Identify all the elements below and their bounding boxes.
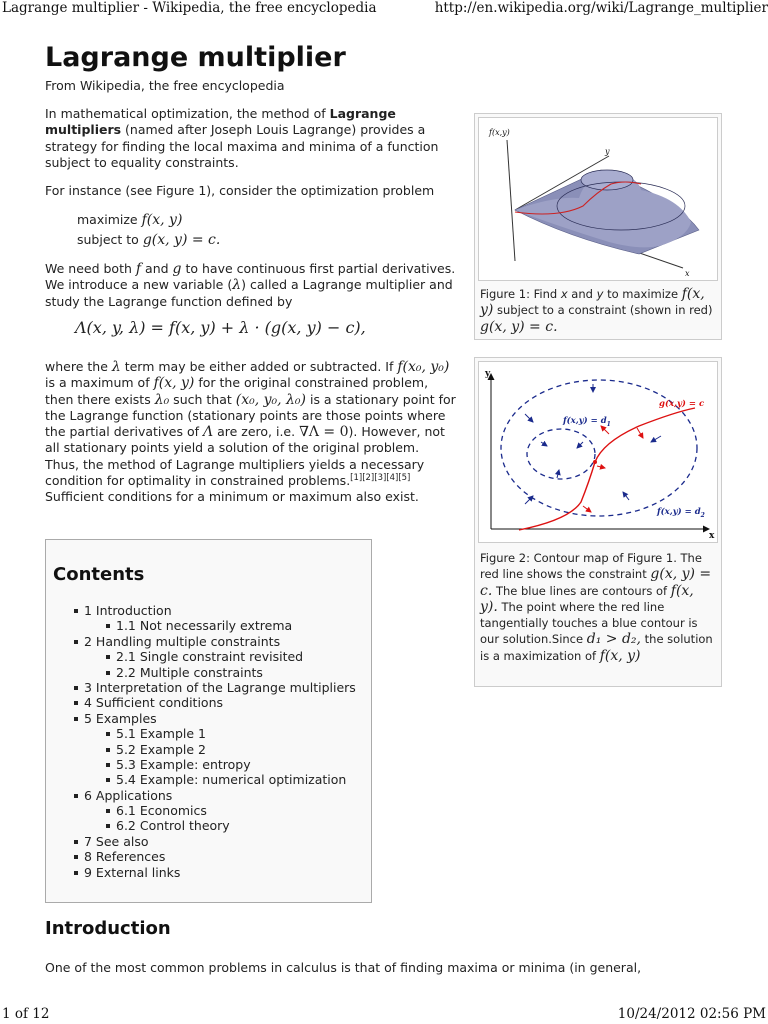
toc-item[interactable]: 1 Introduction bbox=[46, 603, 366, 618]
figure-2-image bbox=[478, 361, 718, 543]
toc-item[interactable]: 6.2 Control theory bbox=[46, 818, 366, 833]
toc-item[interactable]: 6.1 Economics bbox=[46, 803, 366, 818]
contour-inner bbox=[527, 429, 595, 479]
page-title: Lagrange multiplier - Wikipedia, the free encyclopedia bbox=[2, 0, 377, 16]
subject-math: g(x, y) = c. bbox=[142, 232, 221, 248]
print-footer bbox=[0, 1006, 768, 1024]
axis-label-y: y bbox=[485, 369, 491, 379]
figure-1-caption: Figure 1: Find x and y to maximize f(x, y) subject to a constraint (shown in red) g(x, y) = c. bbox=[480, 286, 713, 335]
toc-item[interactable]: 5 Examples bbox=[46, 711, 366, 726]
table-of-contents bbox=[45, 539, 372, 903]
section-heading-introduction: Introduction bbox=[45, 918, 171, 939]
page-count: 1 of 12 bbox=[2, 1006, 50, 1022]
label-d1: $f(x,y) = d_1$ bbox=[563, 416, 611, 428]
axis-label-x: x bbox=[685, 269, 690, 278]
subject-label: subject to bbox=[77, 232, 139, 247]
toc-item[interactable]: 8 References bbox=[46, 849, 366, 864]
print-datetime: 10/24/2012 02:56 PM bbox=[617, 1006, 766, 1022]
toc-list bbox=[46, 603, 366, 880]
optimization-problem bbox=[77, 210, 377, 250]
toc-item[interactable]: 2.2 Multiple constraints bbox=[46, 665, 366, 680]
axis-label-f: f(x,y) bbox=[489, 128, 510, 137]
paragraph-lagrange-function: We need both f and g to have continuous first partial derivatives. We introduce a new variable (λ) called a Lagrange multiplier and study the Lagrange function defined by bbox=[45, 261, 456, 309]
label-d2: $f(x,y) = d_2$ bbox=[657, 507, 705, 519]
maximize-math: f(x, y) bbox=[141, 212, 183, 228]
figure-1-image bbox=[478, 117, 718, 281]
toc-item[interactable]: 1.1 Not necessarily extrema bbox=[46, 618, 366, 633]
toc-item[interactable]: 2 Handling multiple constraints bbox=[46, 634, 366, 649]
figure-1 bbox=[474, 113, 722, 340]
print-header bbox=[0, 0, 768, 18]
toc-item[interactable]: 3 Interpretation of the Lagrange multipliers bbox=[46, 680, 366, 695]
toc-title: Contents bbox=[53, 564, 145, 585]
bold-term: Lagrange multipliers bbox=[45, 106, 396, 138]
toc-item[interactable]: 5.1 Example 1 bbox=[46, 726, 366, 741]
label-constraint: g(x,y) = c bbox=[659, 399, 705, 409]
article-subtitle: From Wikipedia, the free encyclopedia bbox=[45, 78, 285, 93]
tangent-point bbox=[593, 460, 597, 464]
maximize-label: maximize bbox=[77, 212, 138, 227]
toc-item[interactable]: 7 See also bbox=[46, 834, 366, 849]
toc-item[interactable]: 5.2 Example 2 bbox=[46, 742, 366, 757]
paragraph-instance: For instance (see Figure 1), consider the optimization problem bbox=[45, 183, 435, 198]
axis-label-x: x bbox=[709, 531, 715, 541]
toc-item[interactable]: 2.1 Single constraint revisited bbox=[46, 649, 366, 664]
toc-item[interactable]: 5.4 Example: numerical optimization bbox=[46, 772, 366, 787]
toc-item[interactable]: 9 External links bbox=[46, 865, 366, 880]
paragraph-stationary: where the λ term may be either added or subtracted. If f(x₀, y₀) is a maximum of f(x, y) for the original constrained problem, then there exists λ₀ such that (x₀, y₀, λ₀) is a stationary point for the Lagrange function (stationary points are those points where the partial derivatives of Λ are zero, i.e. ∇Λ = 0). However, not all stationary points yield a solution of the original problem. Thus, the method of Lagrange multipliers yields a necessary condition for optimality in constrained problems.[1][2][3][4][5] Sufficient conditions for a minimum or maximum also exist. bbox=[45, 359, 456, 505]
page-url[interactable]: http://en.wikipedia.org/wiki/Lagrange_multiplier bbox=[434, 0, 768, 16]
introduction-text: One of the most common problems in calculus is that of finding maxima or minima (in general, bbox=[45, 960, 642, 975]
figure-2 bbox=[474, 357, 722, 687]
reference-links[interactable]: [1][2][3][4][5] bbox=[350, 472, 411, 483]
toc-item[interactable]: 5.3 Example: entropy bbox=[46, 757, 366, 772]
article-title: Lagrange multiplier bbox=[45, 42, 346, 73]
toc-item[interactable]: 4 Sufficient conditions bbox=[46, 695, 366, 710]
contour-plot bbox=[479, 362, 717, 542]
toc-item[interactable]: 6 Applications bbox=[46, 788, 366, 803]
axis-label-y: y bbox=[605, 147, 610, 156]
lagrange-equation: Λ(x, y, λ) = f(x, y) + λ · (g(x, y) − c), bbox=[75, 318, 366, 337]
paragraph-intro: In mathematical optimization, the method of Lagrange multipliers (named after Joseph Louis Lagrange) provides a strategy for finding the local maxima and minima of a function subject to equality constraints. bbox=[45, 106, 439, 170]
figure-2-caption: Figure 2: Contour map of Figure 1. The red line shows the constraint g(x, y) = c. The blue lines are contours of f(x, y). The point where the red line tangentially touches a blue contour is our solution.Since d₁ > d₂, the solution is a maximization of f(x, y) bbox=[480, 551, 713, 664]
surface-plot bbox=[479, 118, 717, 280]
